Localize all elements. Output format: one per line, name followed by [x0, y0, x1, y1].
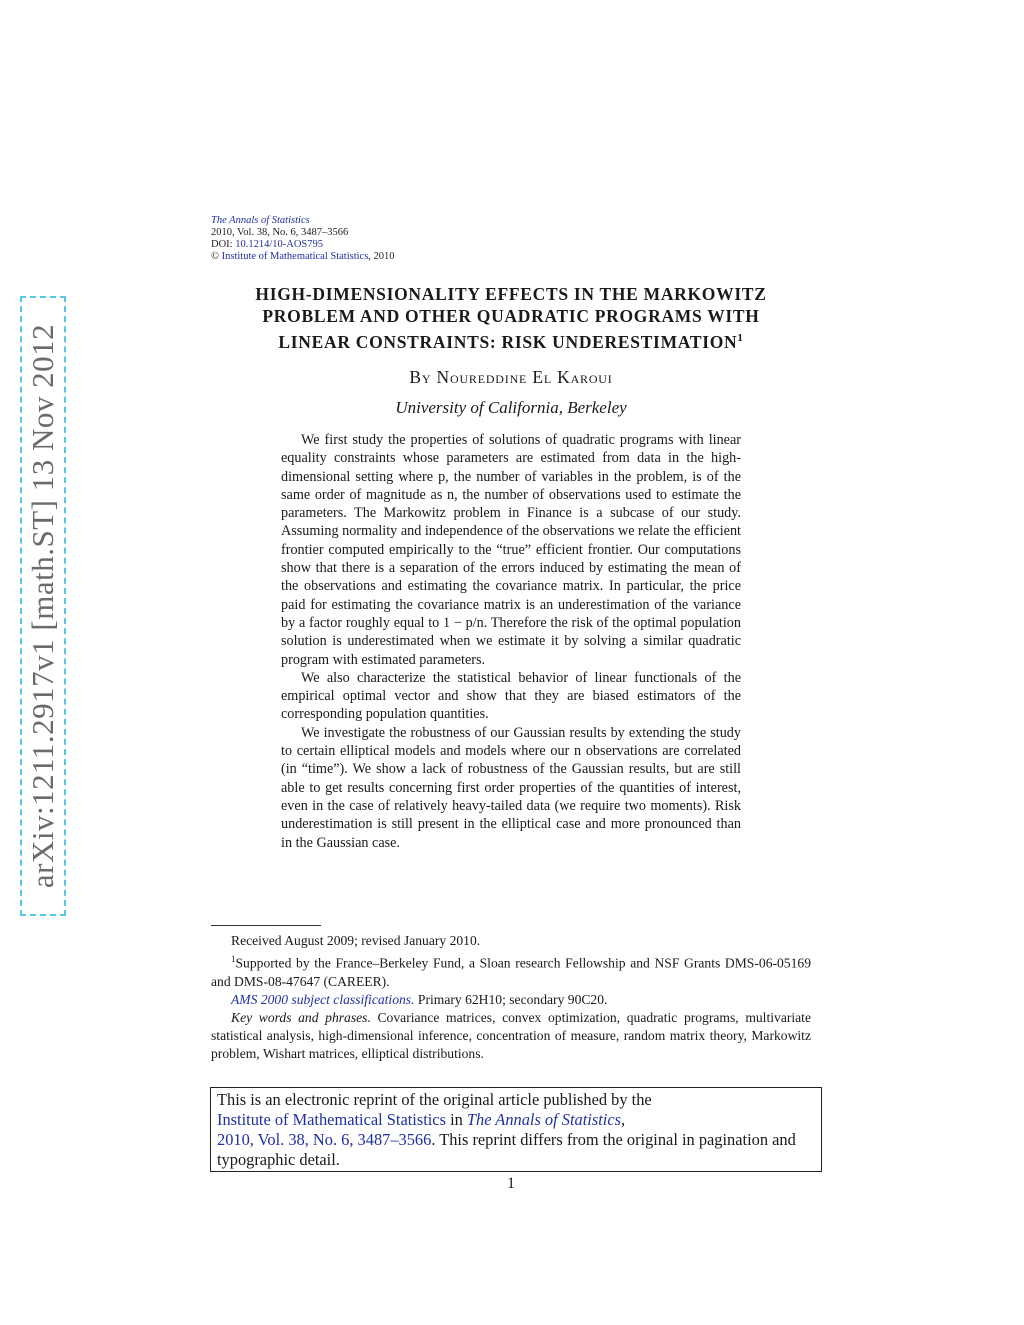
- abstract: [281, 431, 741, 852]
- ams-classification-text: Primary 62H10; secondary 90C20.: [414, 991, 608, 1007]
- volume-info: 2010, Vol. 38, No. 6, 3487–3566: [211, 227, 349, 238]
- page-number: 1: [507, 1175, 515, 1192]
- ams-classification: [211, 991, 811, 1009]
- author-name: By Noureddine El Karoui: [409, 367, 613, 387]
- support-footnote-mark: 1: [231, 954, 236, 965]
- support-text: Supported by the France–Berkeley Fund, a Sloan research Fellowship and NSF Grants DMS-06-05169 and DMS-08-47647 (CAREER).: [211, 955, 811, 989]
- reprint-notice-box: [210, 1087, 822, 1172]
- journal-header: [211, 215, 395, 263]
- reprint-comma: ,: [620, 1110, 626, 1129]
- reprint-in: in: [445, 1110, 467, 1129]
- paper-title: [211, 283, 811, 353]
- footnotes: [211, 932, 811, 1063]
- journal-name-link[interactable]: The Annals of Statistics: [211, 215, 310, 226]
- reprint-volume-link[interactable]: 2010, Vol. 38, No. 6, 3487–3566: [217, 1130, 432, 1149]
- support-footnote: [211, 950, 811, 991]
- doi-link[interactable]: 10.1214/10-AOS795: [235, 239, 324, 250]
- institute-link[interactable]: Institute of Mathematical Statistics: [221, 251, 369, 262]
- abstract-paragraph: We first study the properties of solutions of quadratic programs with linear equality constraints whose parameters are estimated from data in the high-dimensional setting where p, the number of variables in the problem, is of the same order of magnitude as n, the number of observations used to estimate the parameters. The Markowitz problem in Finance is a subcase of our study. Assuming normality and independence of the observations we relate the efficient frontier computed empirically to the “true” efficient frontier. Our computations show that there is a separation of the errors induced by estimating the mean of the observations and estimating the covariance matrix. In particular, the price paid for estimating the covariance matrix is an underestimation of the variance by a factor roughly equal to 1 − p/n. Therefore the risk of the optimal population solution is underestimated when we estimate it by solving a similar quadratic program with estimated parameters.: [281, 432, 741, 668]
- reprint-intro: This is an electronic reprint of the original article published by the: [217, 1090, 652, 1109]
- title-line: HIGH-DIMENSIONALITY EFFECTS IN THE MARKOWITZ: [255, 284, 767, 304]
- reprint-journal-link[interactable]: The Annals of Statistics: [466, 1110, 621, 1129]
- title-line: LINEAR CONSTRAINTS: RISK UNDERESTIMATION: [278, 331, 738, 352]
- doi-label: DOI:: [211, 239, 233, 250]
- arxiv-identifier-stamp[interactable]: arXiv:1211.2917v1 [math.ST] 13 Nov 2012: [20, 296, 66, 916]
- abstract-paragraph: We investigate the robustness of our Gaussian results by extending the study to certain elliptical models and models where our n observations are correlated (in “time”). We show a lack of robustness of the Gaussian results, but are still able to get results concerning first order properties of the quantities of interest, even in the case of relatively heavy-tailed data (we require two moments). Risk underestimation is still present in the elliptical case and more pronounced than in the Gaussian case.: [281, 724, 741, 851]
- author-affiliation: University of California, Berkeley: [395, 398, 627, 417]
- keywords-text: Covariance matrices, convex optimization, quadratic programs, multivariate statistical analysis, high-dimensional inference, concentration of measure, random matrix theory, Markowitz problem, Wishart matrices, elliptical distributions.: [211, 1009, 811, 1062]
- reprint-rest: . This reprint differs from the original in pagination and typographic detail.: [217, 1130, 796, 1169]
- received-dates: Received August 2009; revised January 2010.: [231, 933, 481, 948]
- title-footnote-mark[interactable]: 1: [737, 332, 744, 344]
- reprint-institute-link[interactable]: Institute of Mathematical Statistics: [217, 1110, 446, 1129]
- ams-classification-link[interactable]: AMS 2000 subject classifications.: [231, 991, 415, 1007]
- title-line: PROBLEM AND OTHER QUADRATIC PROGRAMS WITH: [262, 306, 760, 326]
- keywords-label: Key words and phrases.: [231, 1009, 371, 1025]
- copyright-year: , 2010: [368, 251, 395, 262]
- footnote-divider: [211, 925, 321, 926]
- abstract-paragraph: We also characterize the statistical behavior of linear functionals of the empirical optimal vector and show that they are biased estimators of the corresponding population quantities.: [281, 669, 741, 723]
- keywords: [211, 1009, 811, 1063]
- copyright-icon: ©: [211, 251, 219, 262]
